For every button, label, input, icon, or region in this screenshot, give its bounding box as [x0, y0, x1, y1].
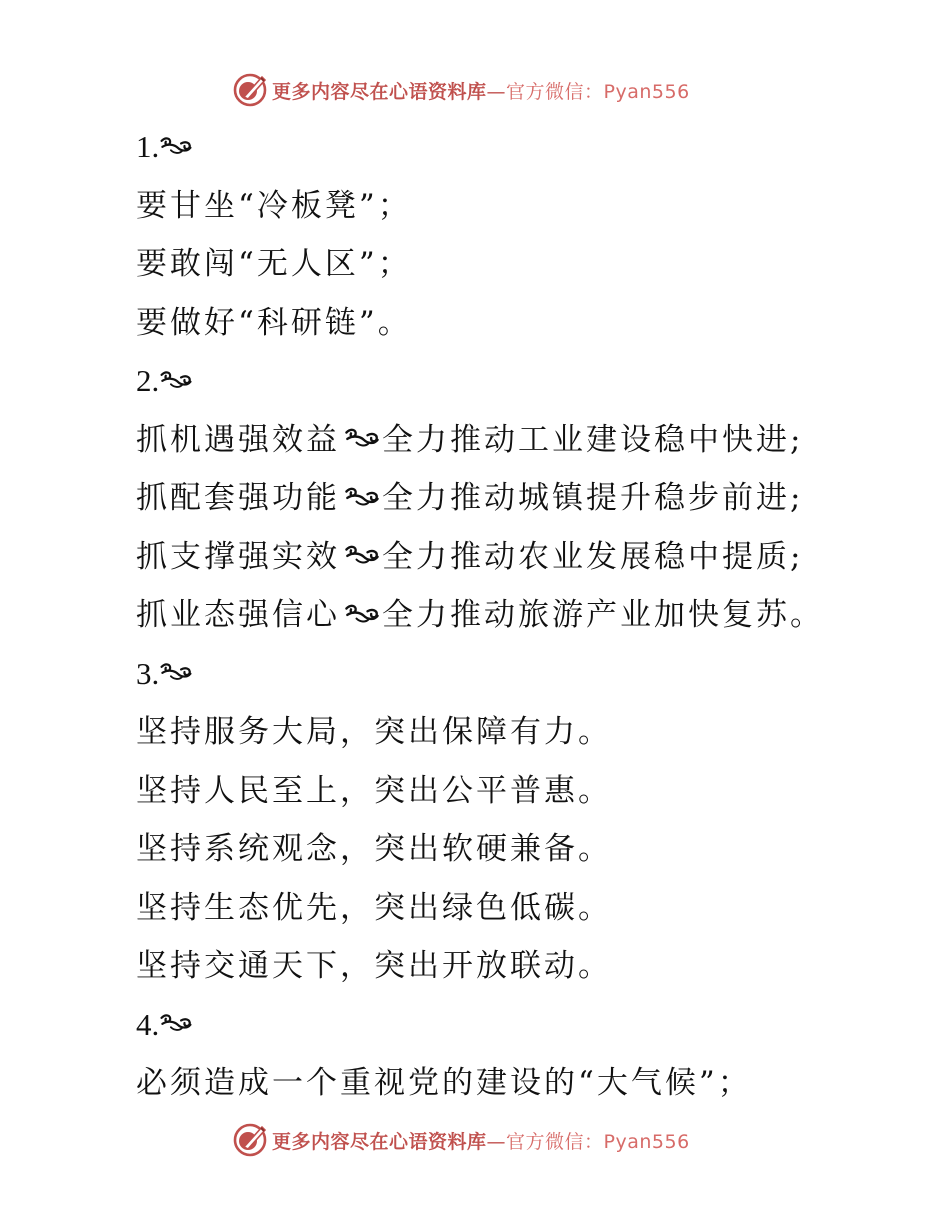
text-line-left: 抓支撑强实效: [136, 538, 340, 575]
ornament-icon: [159, 135, 193, 157]
text-line: 要做好“科研链”。: [136, 304, 412, 341]
text-line-left: 抓配套强功能: [136, 480, 340, 516]
text-line: [136, 528, 836, 587]
text-line: [136, 586, 836, 645]
ornament-icon: [159, 369, 193, 391]
header-banner-text: [272, 77, 690, 104]
footer-wechat-id: Pyan556: [603, 1130, 690, 1153]
ornament-icon: [342, 486, 382, 508]
text-line: 坚持人民至上，突出公平普惠。: [136, 772, 612, 809]
text-line: 坚持系统观念，突出软硬兼备。: [136, 831, 612, 867]
section-heading: [136, 645, 836, 704]
text-line-left: 抓业态强信心: [136, 597, 340, 633]
document-body: [136, 118, 836, 1113]
section-number: 2.: [136, 363, 160, 398]
footer-banner: [232, 1120, 732, 1160]
footer-wechat-label: 官方微信：: [506, 1130, 604, 1153]
text-line: 要敢闯“无人区”；: [136, 246, 412, 282]
text-line: 坚持生态优先，突出绿色低碳。: [136, 889, 612, 926]
ornament-icon: [342, 544, 382, 566]
section-number: 1.: [136, 129, 160, 164]
header-dash: —: [486, 80, 507, 103]
text-line-right: 全力推动工业建设稳中快进;: [382, 421, 804, 458]
text-line-right: 全力推动旅游产业加快复苏。: [382, 597, 824, 633]
pen-logo-icon: [232, 1122, 268, 1158]
pen-logo-icon: [232, 72, 268, 108]
section-heading: [136, 996, 836, 1055]
header-banner: [232, 70, 732, 110]
text-line: 必须造成一个重视党的建设的“大气候”；: [136, 1065, 752, 1101]
text-line-right: 全力推动农业发展稳中提质;: [382, 538, 804, 575]
section-number: 4.: [136, 1006, 160, 1042]
text-line: 坚持交通天下，突出开放联动。: [136, 948, 612, 984]
section-number: 3.: [136, 655, 160, 691]
text-line: 要甘坐“冷板凳”；: [136, 187, 412, 224]
text-line-left: 抓机遇强效益: [136, 421, 340, 458]
header-wechat-id: Pyan556: [603, 80, 690, 103]
footer-banner-text: [272, 1127, 690, 1154]
text-line: [136, 469, 836, 528]
section-heading: [136, 352, 836, 411]
section-heading: [136, 118, 836, 177]
footer-dash: —: [486, 1130, 507, 1153]
text-line: 坚持服务大局，突出保障有力。: [136, 714, 612, 750]
header-brand: 更多内容尽在心语资料库: [272, 80, 487, 103]
ornament-icon: [342, 603, 382, 625]
text-line-right: 全力推动城镇提升稳步前进;: [382, 480, 804, 516]
text-line: [136, 411, 836, 470]
ornament-icon: [159, 661, 193, 683]
header-wechat-label: 官方微信：: [506, 80, 604, 103]
footer-brand: 更多内容尽在心语资料库: [272, 1130, 487, 1153]
ornament-icon: [342, 427, 382, 449]
ornament-icon: [159, 1012, 193, 1034]
